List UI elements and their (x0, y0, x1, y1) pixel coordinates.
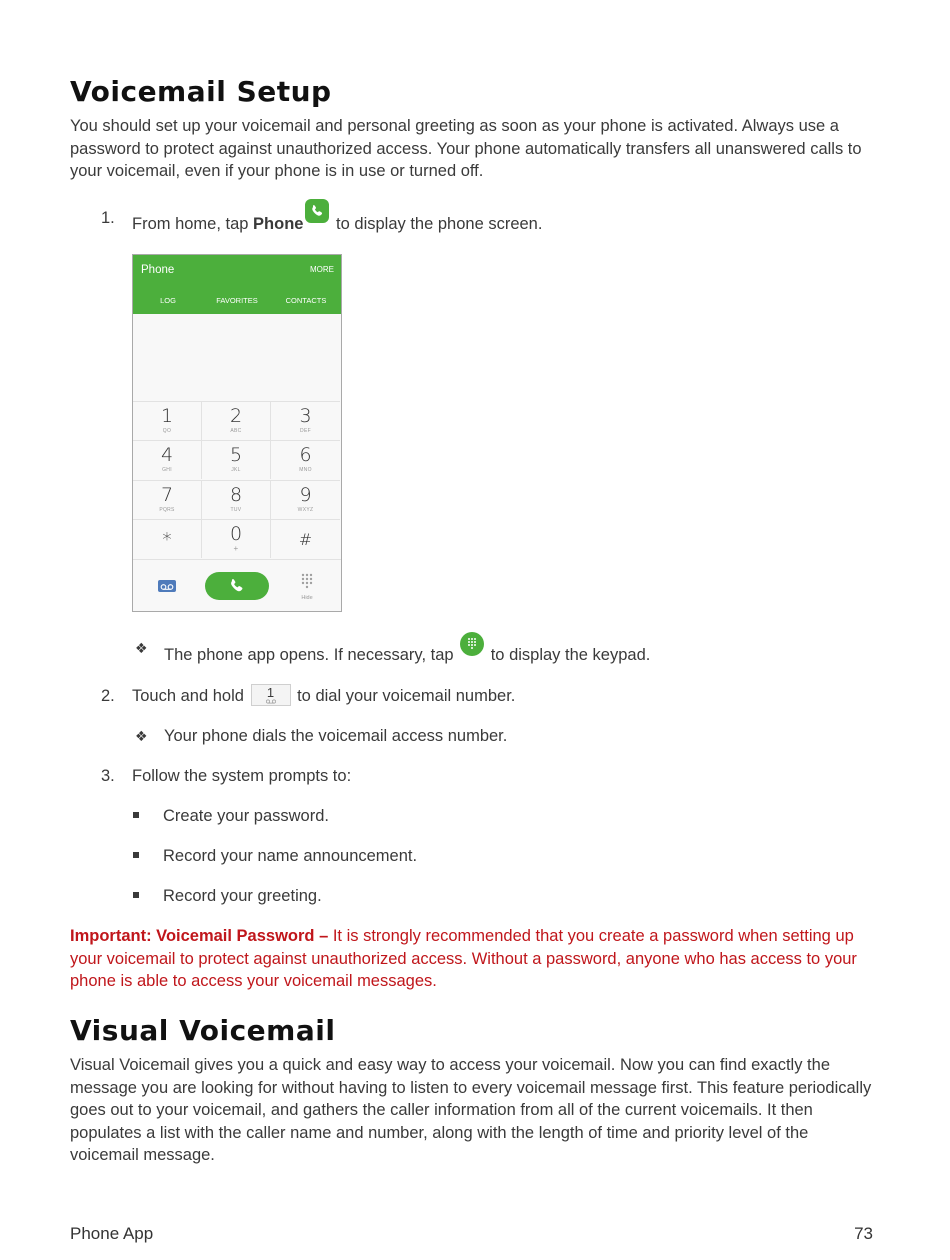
key-8 (202, 480, 271, 519)
key-digit: 1 (160, 405, 174, 427)
key-letters: GHI (162, 467, 172, 473)
tab-log: LOG (160, 296, 176, 305)
important-note (70, 925, 880, 993)
diamond-bullet-icon: ❖ (135, 640, 148, 656)
key-1 (133, 401, 202, 440)
sub-item: Record your name announcement. (163, 847, 418, 865)
tab-favorites: FAVORITES (216, 296, 258, 305)
important-label: Important: Voicemail Password – (70, 927, 329, 945)
step-text: to display the phone screen. (331, 215, 543, 233)
bullet-text: to display the keypad. (486, 646, 651, 664)
diamond-bullet-icon: ❖ (135, 728, 148, 744)
tab-contacts: CONTACTS (285, 296, 327, 305)
key-3 (271, 401, 340, 440)
page-number: 73 (854, 1224, 873, 1243)
step-number: 2. (101, 687, 115, 705)
step-3: Follow the system prompts to: (132, 767, 352, 785)
bullet-note (164, 638, 650, 666)
key-digit: 0 (229, 523, 243, 545)
visual-voicemail-paragraph: Visual Voicemail gives you a quick and easy way to access your voicemail. Now you can find exactly the message you are looking for without having to listen to every voicemail message first. This feature periodically goes out to your voicemail, and gathers the caller information from all of the current voicemails. It then populates a list with the caller name and number, along with the length of time and priority level of the voicemail message. (70, 1056, 872, 1164)
key-7 (133, 480, 202, 519)
voicemail-key-icon (251, 684, 291, 706)
key-letters: PQRS (159, 507, 175, 513)
key-digit: * (162, 529, 172, 551)
key-digit: # (298, 530, 313, 549)
step-2 (132, 685, 515, 712)
keypad-icon (460, 632, 484, 656)
key-digit: 5 (229, 444, 243, 466)
key-digit: 2 (229, 405, 243, 427)
key-hash (271, 519, 340, 558)
key-0 (202, 519, 271, 558)
phone-app-icon (305, 199, 329, 223)
key-digit: 9 (299, 484, 312, 506)
key-6 (271, 440, 340, 479)
key-digit: 1 (266, 685, 275, 700)
square-bullet-icon (133, 852, 139, 858)
footer-section-name: Phone App (70, 1224, 154, 1243)
key-star (133, 519, 202, 558)
key-5 (202, 440, 271, 479)
key-letters: JKL (231, 467, 241, 473)
bullet-note: Your phone dials the voicemail access number. (164, 727, 508, 745)
sub-item: Record your greeting. (163, 887, 322, 905)
hide-label: Hide (301, 595, 313, 601)
step-1 (132, 207, 542, 235)
step-number: 1. (101, 209, 115, 227)
step-bold-label: Phone (253, 215, 304, 233)
key-letters: TUV (230, 507, 242, 513)
phone-app-screenshot (132, 254, 342, 612)
key-letters: WXYZ (297, 507, 314, 513)
dial-keypad (133, 401, 341, 559)
key-letters: DEF (300, 428, 311, 434)
intro-paragraph: You should set up your voicemail and personal greeting as soon as your phone is activated. Always use a password to protect against unauthorized access. Your phone automatically transfers all unanswered calls to your voicemail, even if your phone is in use or turned off. (70, 117, 862, 180)
section-title-visual-voicemail: Visual Voicemail (70, 1014, 336, 1047)
key-digit: 7 (160, 484, 174, 506)
section-title-voicemail-setup: Voicemail Setup (70, 75, 332, 108)
key-letters: + (233, 544, 239, 553)
key-digit: 6 (299, 444, 312, 466)
step-text: Touch and hold (132, 687, 249, 705)
phone-app-title: Phone (141, 264, 175, 276)
voicemail-icon (158, 580, 176, 592)
square-bullet-icon (133, 812, 139, 818)
dialpad-grid-icon (293, 572, 321, 602)
key-digit: 3 (299, 405, 312, 427)
step-text: to dial your voicemail number. (292, 687, 516, 705)
step-number: 3. (101, 767, 115, 785)
key-letters: MNO (299, 467, 312, 473)
phone-app-header (133, 255, 341, 314)
step-text: From home, tap (132, 215, 254, 233)
more-menu: MORE (310, 265, 334, 274)
square-bullet-icon (133, 892, 139, 898)
key-9 (271, 480, 340, 519)
key-2 (202, 401, 271, 440)
important-text: It is strongly recommended that you create a password when setting up your voicemail to protect against unauthorized access. Without a password, anyone who has access to your phone is able to access your voicemail messages. (70, 927, 857, 990)
key-letters: QO (162, 428, 172, 434)
key-4 (133, 440, 202, 479)
call-icon (205, 572, 269, 600)
key-digit: 8 (229, 484, 243, 506)
key-digit: 4 (160, 444, 174, 466)
bullet-text: The phone app opens. If necessary, tap (164, 646, 459, 664)
dialer-actions (133, 559, 341, 612)
key-letters: ABC (230, 428, 242, 434)
sub-item: Create your password. (163, 807, 329, 825)
